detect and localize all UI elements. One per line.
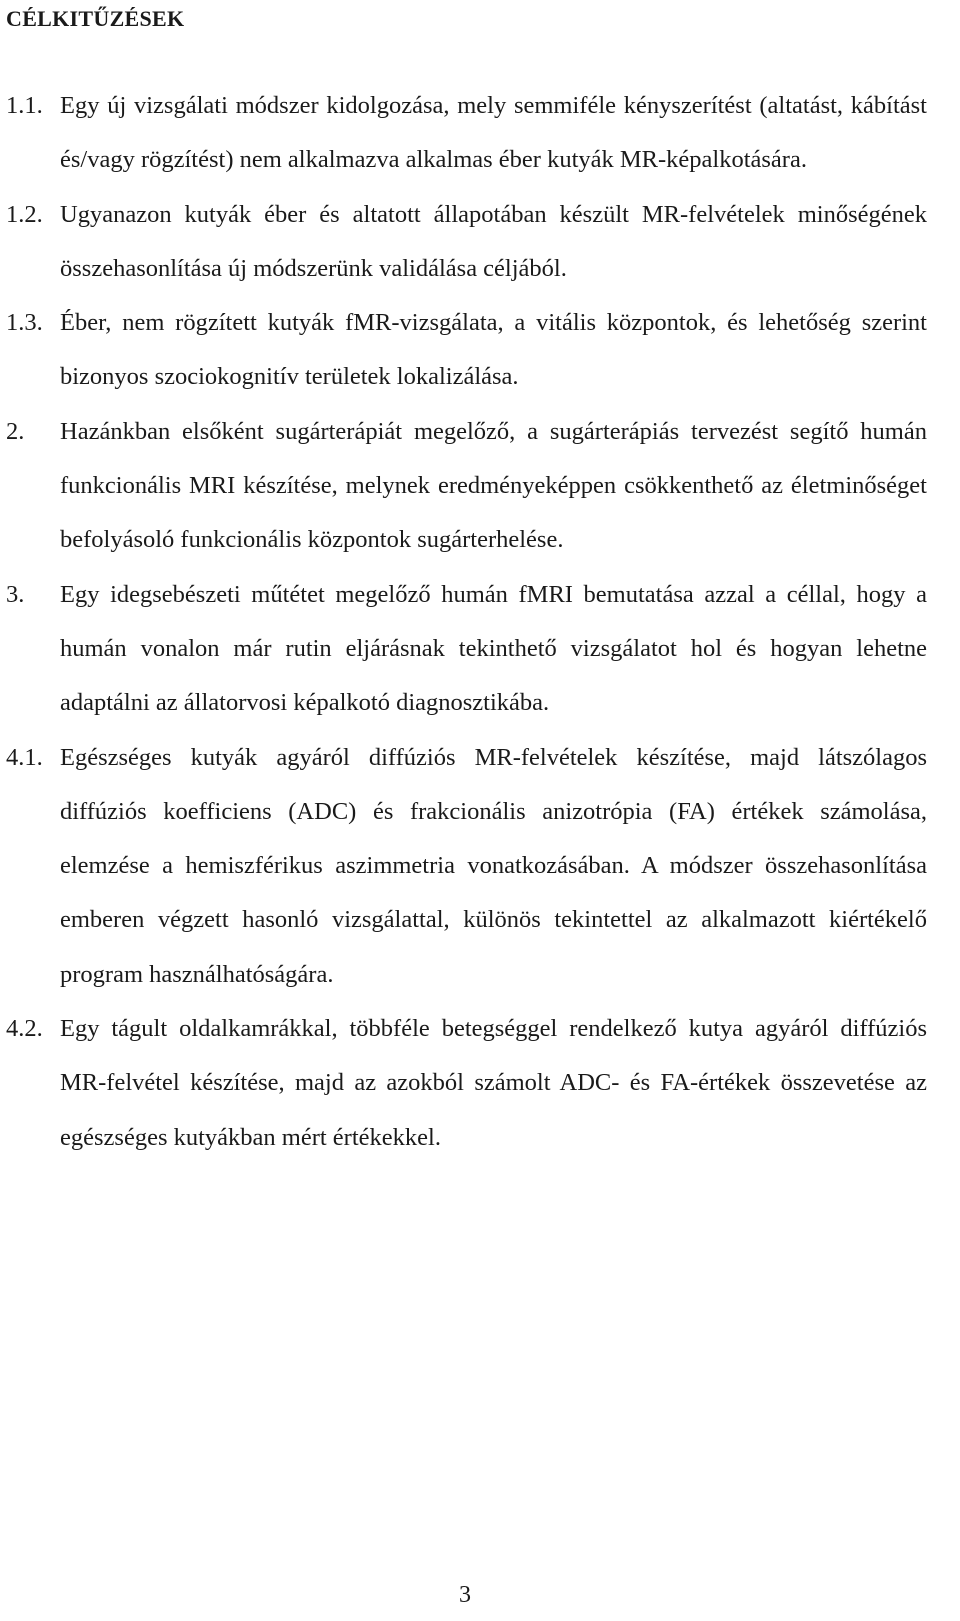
objective-item [6, 568, 927, 731]
objective-item [6, 405, 927, 568]
item-number: 4.1. [6, 743, 43, 771]
item-number: 4.2. [6, 1015, 43, 1043]
objective-item [6, 1002, 927, 1165]
item-number: 1.3. [6, 309, 43, 337]
objective-item [6, 188, 927, 297]
item-text: Egy új vizsgálati módszer kidolgozása, mely semmiféle kényszerítést (altatást, kábítást és/vagy rögzítést) nem alkalmazva alkalmas éber kutyák MR-képalkotására. [60, 92, 927, 174]
objectives-list [6, 79, 927, 1165]
item-number: 1.1. [6, 92, 43, 119]
item-text: Egy tágult oldalkamrákkal, többféle betegséggel rendelkező kutya agyáról diffúziós MR-felvétel készítése, majd az azokból számolt ADC- és FA-értékek összevetése az egészséges kutyákban mért értékekkel. [60, 1015, 927, 1151]
item-number: 2. [6, 417, 25, 445]
item-text: Egy idegsebészeti műtétet megelőző humán fMRI bemutatása azzal a céllal, hogy a humán vonalon már rutin eljárásnak tekinthető vizsgálatot hol és hogyan lehetne adaptálni az állatorvosi képalkotó diagnosztikába. [60, 580, 927, 717]
item-number: 1.2. [6, 200, 43, 228]
item-text: Éber, nem rögzített kutyák fMR-vizsgálata, a vitális központok, és lehetőség szerint bizonyos szociokognitív területek lokalizálása. [60, 309, 927, 391]
item-number: 3. [6, 580, 25, 608]
page-title: CÉLKITŰZÉSEK [6, 6, 185, 31]
item-text: Ugyanazon kutyák éber és altatott állapotában készült MR-felvételek minőségének összehasonlítása új módszerünk validálása céljából. [60, 200, 927, 282]
objective-item [6, 296, 927, 405]
item-text: Egészséges kutyák agyáról diffúziós MR-felvételek készítése, majd látszólagos diffúziós koefficiens (ADC) és frakcionális anizotrópia (FA) értékek számolása, elemzése a hemiszférikus aszimmetria vonatkozásában. A módszer összehasonlítása emberen végzett hasonló vizsgálattal, különös tekintettel az alkalmazott kiértékelő program használhatóságára. [60, 743, 927, 988]
item-text: Hazánkban elsőként sugárterápiát megelőző, a sugárterápiás tervezést segítő humán funkcionális MRI készítése, melynek eredményeképpen csökkenthető az életminőséget befolyásoló funkcionális központok sugárterhelése. [60, 417, 927, 554]
objective-item [6, 731, 927, 1002]
objective-item [6, 79, 927, 188]
page-number: 3 [459, 1582, 471, 1608]
